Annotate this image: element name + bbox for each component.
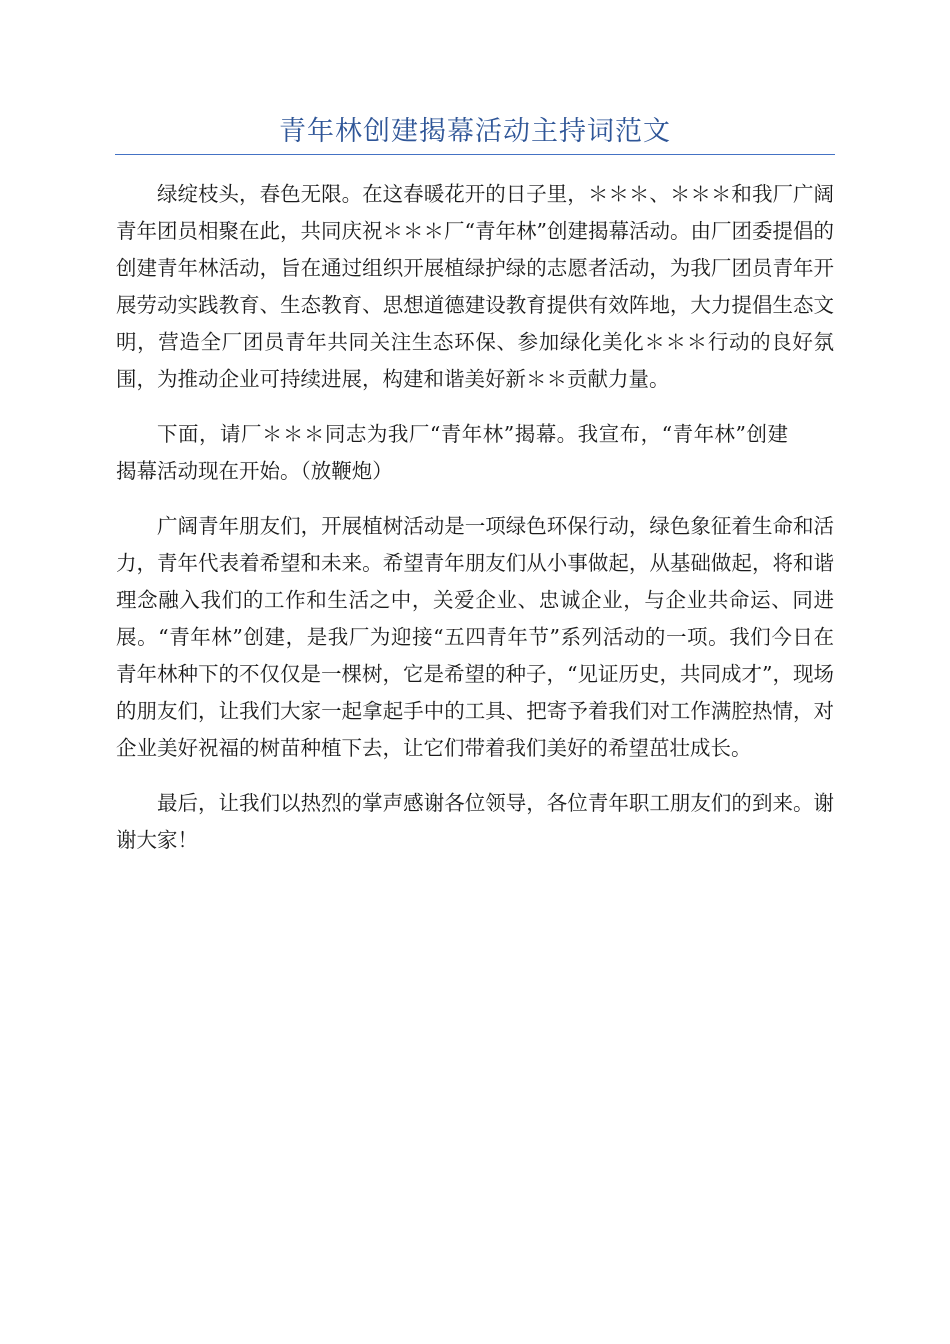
document-title: 青年林创建揭幕活动主持词范文	[279, 116, 671, 147]
paragraph-opening: 绿绽枝头，春色无限。在这春暖花开的日子里，＊＊＊、＊＊＊和我厂广阔青年团员相聚在此，共同庆祝＊＊＊厂“青年林”创建揭幕活动。由厂团委提倡的创建青年林活动，旨在通过组织开展植绿护绿的志愿者活动，为我厂团员青年开展劳动实践教育、生态教育、思想道德建设教育提供有效阵地，大力提倡生态文明，营造全厂团员青年共同关注生态环保、参加绿化美化＊＊＊行动的良好氛围，为推动企业可持续进展，构建和谐美好新＊＊贡献力量。	[116, 182, 834, 391]
document-body	[116, 176, 834, 877]
paragraph-closing: 最后，让我们以热烈的掌声感谢各位领导，各位青年职工朋友们的到来。谢谢大家！	[116, 791, 834, 852]
title-underline	[115, 154, 835, 155]
paragraph-main: 广阔青年朋友们，开展植树活动是一项绿色环保行动，绿色象征着生命和活力，青年代表着希望和未来。希望青年朋友们从小事做起，从基础做起，将和谐理念融入我们的工作和生活之中，关爱企业、忠诚企业，与企业共命运、同进展。“青年林”创建，是我厂为迎接“五四青年节”系列活动的一项。我们今日在青年林种下的不仅仅是一棵树，它是希望的种子，“见证历史，共同成才”，现场的朋友们，让我们大家一起拿起手中的工具、把寄予着我们对工作满腔热情，对企业美好祝福的树苗种植下去，让它们带着我们美好的希望茁壮成长。	[116, 514, 834, 760]
paragraph-announcement: 下面，请厂＊＊＊同志为我厂“青年林”揭幕。我宣布，“青年林”创建揭幕活动现在开始。（放鞭炮）	[116, 422, 788, 483]
